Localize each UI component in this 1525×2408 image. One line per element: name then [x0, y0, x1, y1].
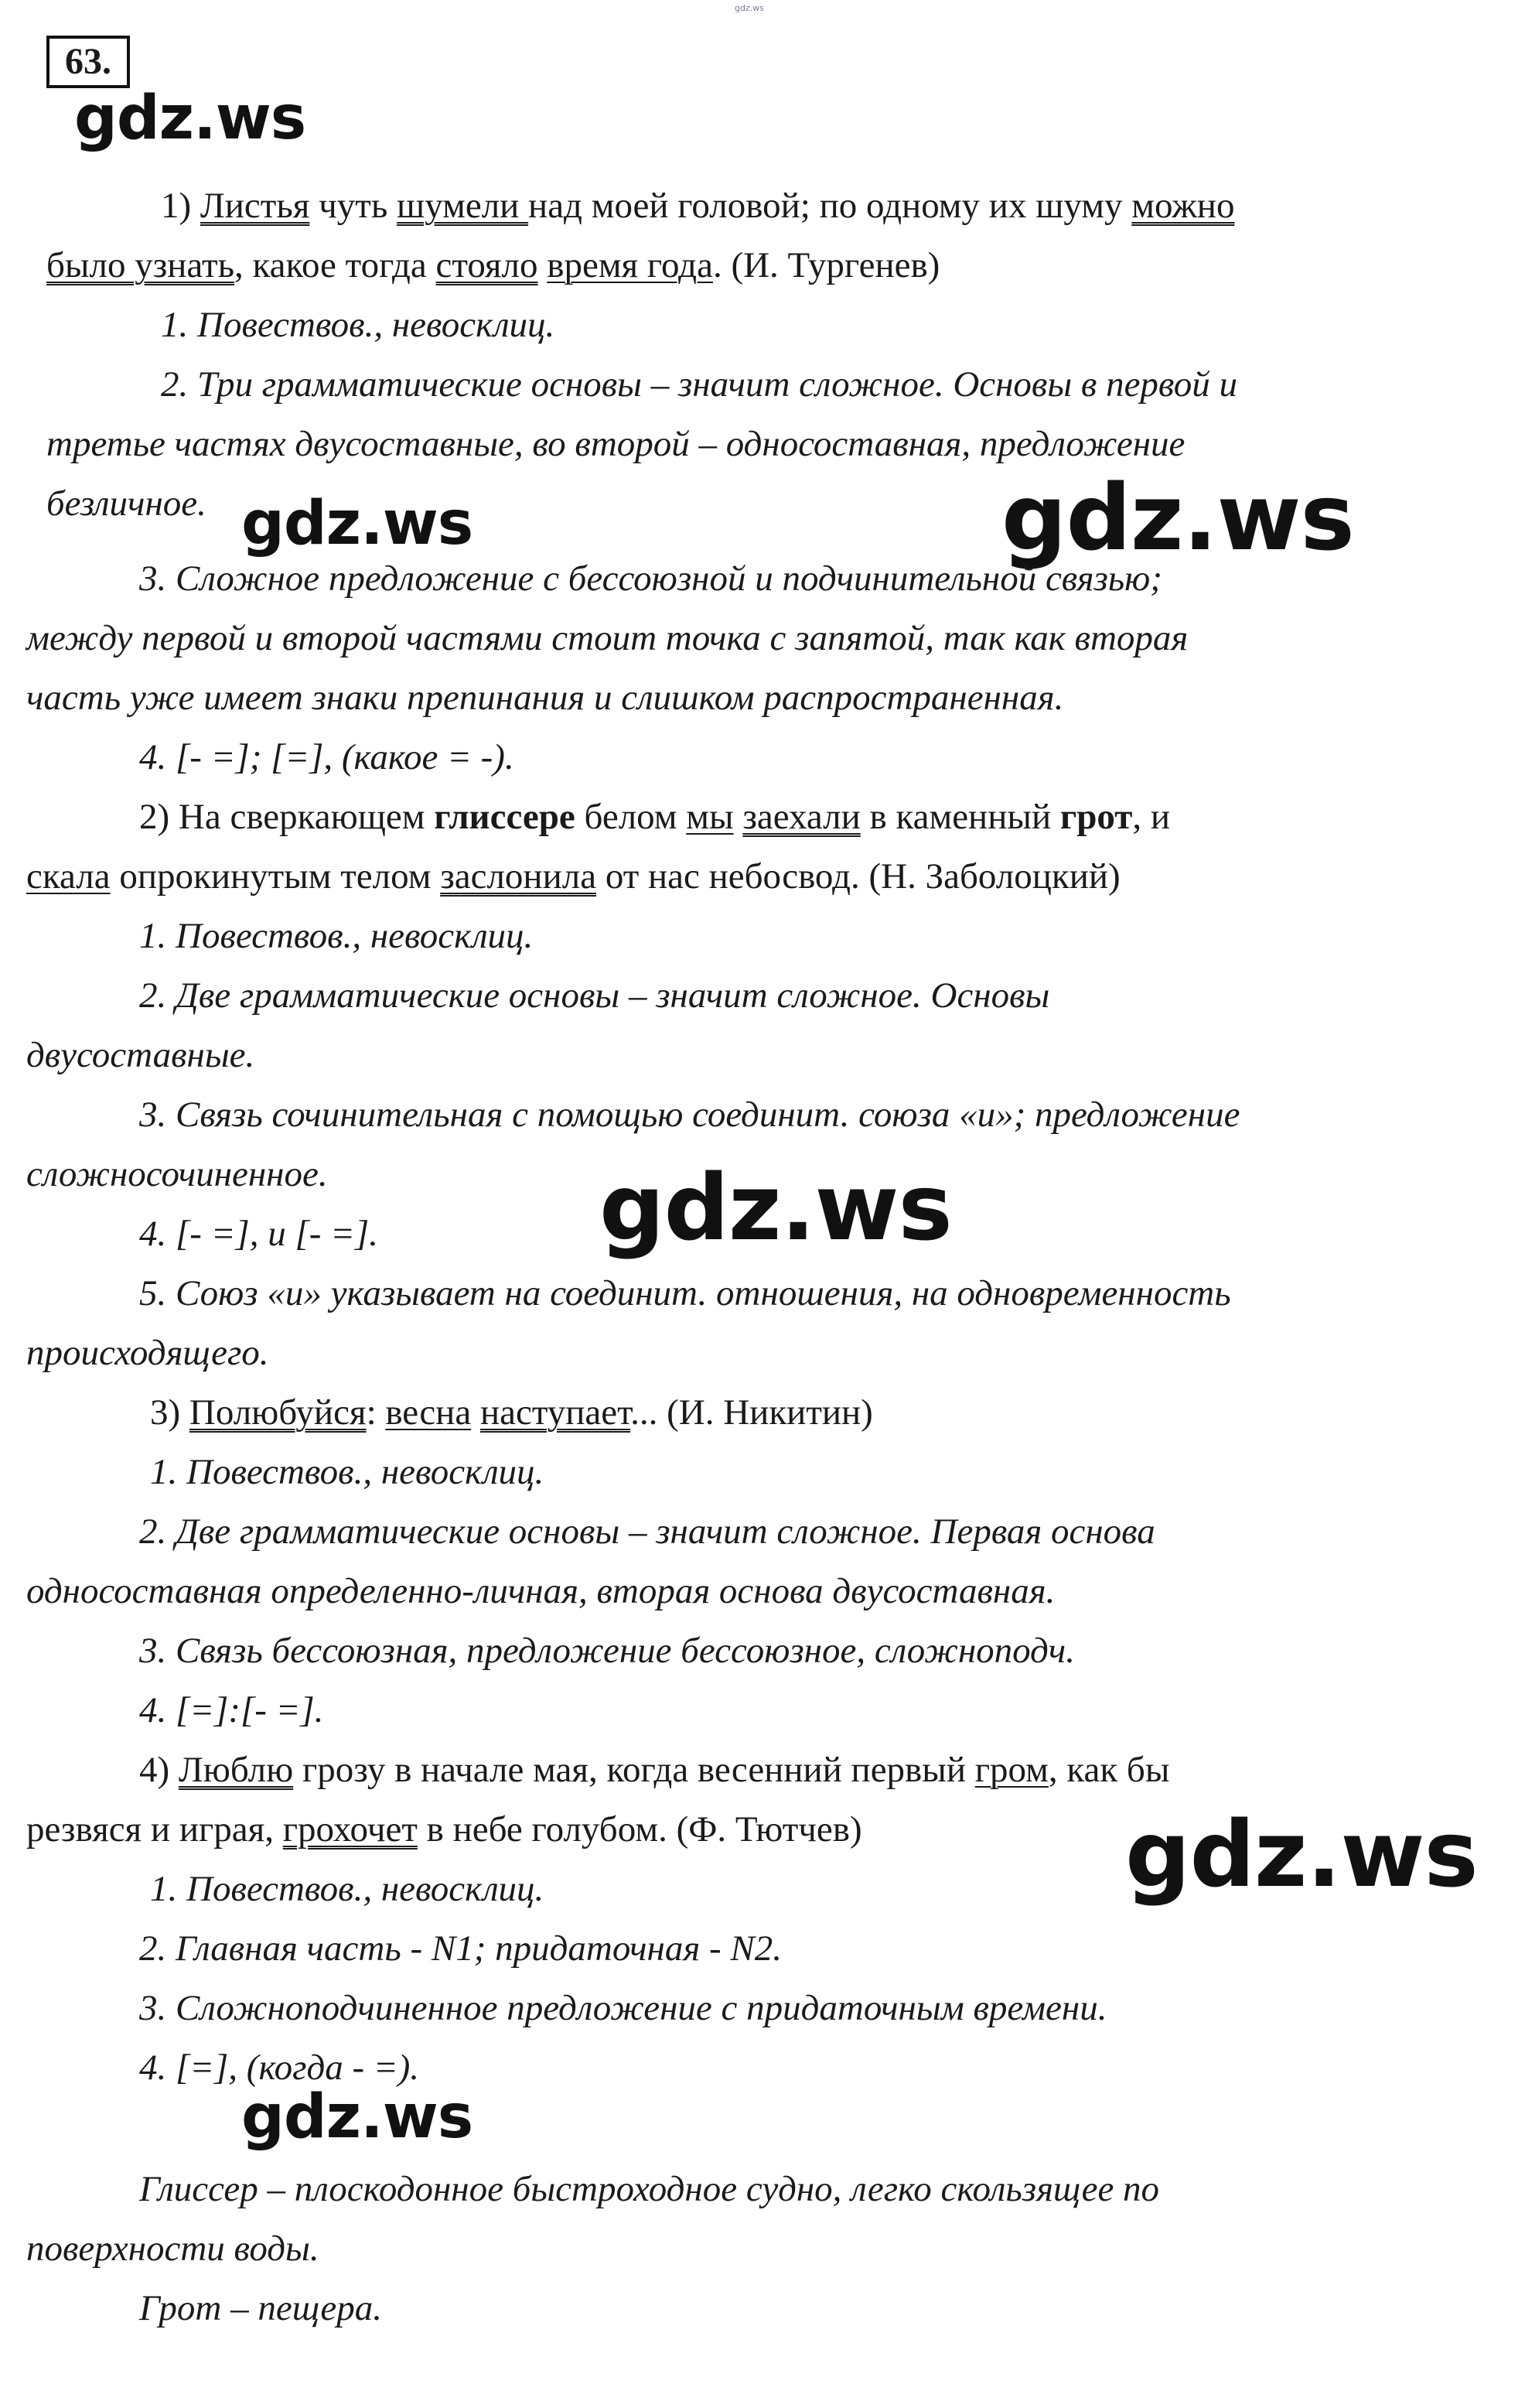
analysis-line: безличное. [46, 483, 206, 524]
predicate: Полюбуйся [189, 1392, 367, 1433]
analysis-line: 2. Две грамматические основы – значит сложное. Первая основа [139, 1511, 1155, 1552]
analysis-line: происходящего. [26, 1333, 269, 1373]
sentence-2-line-2: скала опрокинутым телом заслонила от нас небосвод. (Н. Заболоцкий) [26, 856, 1121, 897]
subject: Листья [200, 186, 310, 226]
subject: весна [385, 1392, 472, 1433]
analysis-line: 4. [=], (когда - =). [139, 2048, 420, 2088]
subject: время года [547, 245, 713, 285]
watermark: gdz.ws [241, 2082, 473, 2152]
analysis-line: между первой и второй частями стоит точка с запятой, так как вторая [26, 618, 1189, 658]
glossary-line: Глиссер – плоскодонное быстроходное судно, легко скользящее по [139, 2169, 1160, 2209]
analysis-line: третье частях двусоставные, во второй – односоставная, предложение [46, 424, 1186, 464]
predicate: шумели [397, 186, 529, 226]
analysis-line: 1. Повествов., невосклиц. [150, 1452, 544, 1492]
analysis-line: сложносочиненное. [26, 1154, 328, 1194]
predicate: заехали [742, 797, 861, 837]
analysis-line: 4. [=]:[- =]. [139, 1690, 324, 1730]
sentence-3: 3) Полюбуйся: весна наступает... (И. Никитин) [150, 1392, 873, 1433]
predicate: заслонила [440, 856, 597, 897]
analysis-line: 2. Две грамматические основы – значит сложное. Основы [139, 975, 1050, 1016]
sentence-4-line-1: 4) Люблю грозу в начале мая, когда весенний первый гром, как бы [139, 1750, 1170, 1790]
predicate: наступает [479, 1392, 631, 1433]
analysis-line: 3. Сложное предложение с бессоюзной и подчинительной связью; [139, 558, 1162, 599]
watermark: gdz.ws [599, 1154, 952, 1261]
watermark: gdz.ws [74, 84, 306, 153]
analysis-line: 1. Повествов., невосклиц. [150, 1869, 544, 1909]
analysis-line: 4. [- =]; [=], (какое = -). [139, 737, 514, 777]
task-number: 63. [46, 36, 130, 88]
analysis-line: двусоставные. [26, 1035, 255, 1075]
subject: скала [26, 856, 111, 897]
predicate: грохочет [282, 1809, 418, 1850]
analysis-line: 3. Связь бессоюзная, предложение бессоюзное, сложноподч. [139, 1631, 1075, 1671]
watermark: gdz.ws [1001, 464, 1354, 571]
watermark: gdz.ws [1125, 1801, 1478, 1908]
glossary-line: Грот – пещера. [139, 2288, 382, 2328]
glossary-line: поверхности воды. [26, 2229, 319, 2269]
predicate: можно [1131, 186, 1235, 226]
subject: гром [974, 1750, 1049, 1790]
predicate: стояло [435, 245, 538, 285]
predicate: Люблю [178, 1750, 294, 1790]
top-watermark: gdz.ws [735, 3, 764, 13]
sentence-4-line-2: резвяся и играя, грохочет в небе голубом. (Ф. Тютчев) [26, 1809, 862, 1850]
sentence-2-line-1: 2) На сверкающем глиссере белом мы заехали в каменный грот, и [139, 797, 1170, 837]
sentence-1-line-1: 1) Листья чуть шумели над моей головой; по одному их шуму можно [161, 186, 1235, 226]
analysis-line: 1. Повествов., невосклиц. [161, 305, 555, 345]
analysis-line: 2. Главная часть - N1; придаточная - N2. [139, 1928, 782, 1969]
predicate: было узнать [46, 245, 235, 285]
analysis-line: 3. Сложноподчиненное предложение с придаточным времени. [139, 1988, 1107, 2028]
analysis-line: 2. Три грамматические основы – значит сложное. Основы в первой и [161, 364, 1237, 405]
analysis-line: 1. Повествов., невосклиц. [139, 916, 534, 956]
analysis-line: 5. Союз «и» указывает на соединит. отношения, на одновременность [139, 1273, 1231, 1313]
sentence-1-line-2: было узнать, какое тогда стояло время года. (И. Тургенев) [46, 245, 940, 285]
watermark: gdz.ws [241, 489, 473, 558]
analysis-line: 3. Связь сочинительная с помощью соединит. союза «и»; предложение [139, 1095, 1240, 1135]
analysis-line: часть уже имеет знаки препинания и слишком распространенная. [26, 678, 1064, 718]
analysis-line: односоставная определенно-личная, вторая основа двусоставная. [26, 1571, 1056, 1611]
subject: мы [686, 797, 734, 837]
analysis-line: 4. [- =], и [- =]. [139, 1214, 378, 1254]
